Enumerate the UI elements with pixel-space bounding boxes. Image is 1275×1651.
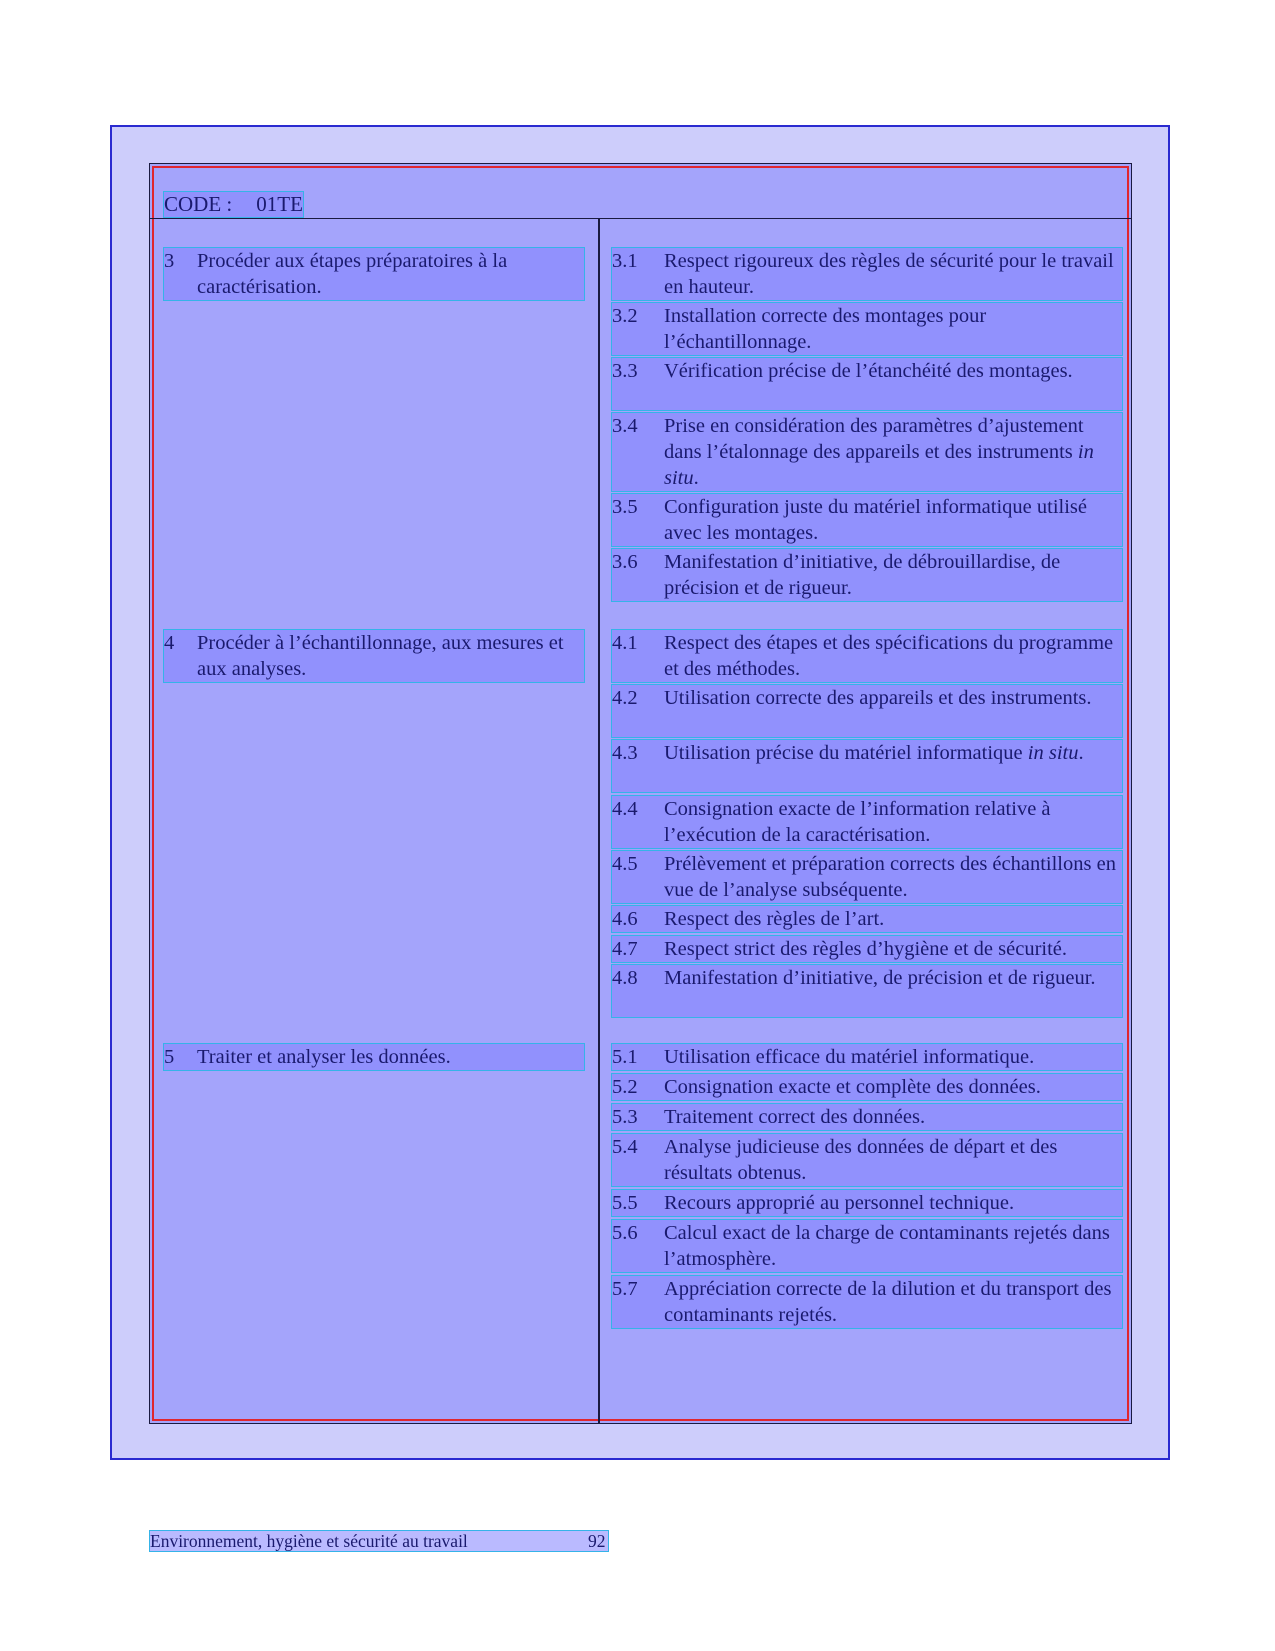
- criterion-number: 4.5: [612, 853, 638, 875]
- criterion-number: 3.3: [612, 360, 638, 382]
- column-divider: [598, 219, 600, 1423]
- criterion-number: 3.4: [612, 415, 638, 437]
- criterion-3-6: [612, 549, 1122, 601]
- element-number: 3: [164, 250, 175, 272]
- criterion-number: 5.5: [612, 1192, 638, 1214]
- criterion-number: 3.1: [612, 250, 638, 272]
- criterion-4-2: [612, 685, 1122, 737]
- criterion-3-1: [612, 248, 1122, 300]
- criterion-text: Consignation exacte de l’information relative à l’exécution de la caractérisation.: [664, 798, 1051, 846]
- criterion-number: 4.2: [612, 687, 638, 709]
- criterion-number: 4.8: [612, 967, 638, 989]
- criterion-number: 5.6: [612, 1222, 638, 1244]
- code-value: 01TE: [256, 192, 303, 216]
- criterion-number: 4.1: [612, 632, 638, 654]
- criterion-text: Respect strict des règles d’hygiène et de sécurité.: [664, 938, 1068, 960]
- criterion-text: Prélèvement et préparation corrects des échantillons en vue de l’analyse subséquente.: [664, 853, 1116, 901]
- criterion-5-1: [612, 1044, 1122, 1070]
- criterion-text: Installation correcte des montages pour l’échantillonnage.: [664, 305, 987, 353]
- criterion-tail: .: [1078, 742, 1084, 764]
- competency-table: [149, 163, 1132, 1424]
- criterion-number: 5.7: [612, 1278, 638, 1300]
- criterion-text: [664, 413, 1120, 491]
- element-4: [164, 630, 584, 682]
- criterion-text: Appréciation correcte de la dilution et du transport des contaminants rejetés.: [664, 1278, 1112, 1326]
- criterion-text: Manifestation d’initiative, de précision et de rigueur.: [664, 967, 1096, 989]
- criterion-text: Utilisation efficace du matériel informatique.: [664, 1046, 1035, 1068]
- criterion-text: Utilisation correcte des appareils et des instruments.: [664, 687, 1092, 709]
- criterion-3-2: [612, 303, 1122, 355]
- criterion-4-4: [612, 796, 1122, 848]
- criterion-text: Traitement correct des données.: [664, 1106, 926, 1128]
- criterion-number: 5.4: [612, 1136, 638, 1158]
- criterion-text: [664, 740, 1120, 766]
- criterion-text: Respect des règles de l’art.: [664, 908, 885, 930]
- criterion-italic: in situ: [664, 441, 1094, 489]
- criterion-3-4: [612, 413, 1122, 491]
- footer-title: Environnement, hygiène et sécurité au travail: [150, 1531, 468, 1551]
- code-label: [164, 192, 303, 217]
- criterion-4-8: [612, 965, 1122, 1017]
- criterion-text: Respect rigoureux des règles de sécurité pour le travail en hauteur.: [664, 250, 1114, 298]
- element-text: Procéder à l’échantillonnage, aux mesures et aux analyses.: [197, 632, 564, 680]
- criterion-4-3: [612, 740, 1122, 792]
- page-footer: [150, 1531, 608, 1551]
- criterion-3-5: [612, 494, 1122, 546]
- criterion-5-4: [612, 1134, 1122, 1186]
- criterion-text: Consignation exacte et complète des données.: [664, 1076, 1041, 1098]
- criterion-number: 5.2: [612, 1076, 638, 1098]
- element-number: 4: [164, 632, 175, 654]
- code-row: [150, 164, 1131, 219]
- criterion-3-3: [612, 358, 1122, 410]
- page-number: 92: [588, 1531, 606, 1551]
- criterion-text: Configuration juste du matériel informatique utilisé avec les montages.: [664, 496, 1088, 544]
- criterion-number: 3.5: [612, 496, 638, 518]
- criterion-number: 3.6: [612, 551, 638, 573]
- criterion-text: Calcul exact de la charge de contaminants rejetés dans l’atmosphère.: [664, 1222, 1110, 1270]
- criterion-number: 5.3: [612, 1106, 638, 1128]
- criterion-text-main: Prise en considération des paramètres d’ajustement dans l’étalonnage des appareils et des instruments: [664, 415, 1084, 463]
- criterion-text-main: Utilisation précise du matériel informatique: [664, 742, 1023, 764]
- code-label-text: CODE :: [164, 192, 233, 216]
- criterion-text: Respect des étapes et des spécifications du programme et des méthodes.: [664, 632, 1114, 680]
- criterion-text: Manifestation d’initiative, de débrouillardise, de précision et de rigueur.: [664, 551, 1061, 599]
- criterion-4-6: [612, 906, 1122, 932]
- criterion-5-7: [612, 1276, 1122, 1328]
- criterion-5-3: [612, 1104, 1122, 1130]
- criterion-4-7: [612, 936, 1122, 962]
- criterion-number: 4.3: [612, 742, 638, 764]
- criterion-number: 4.4: [612, 798, 638, 820]
- criterion-5-6: [612, 1220, 1122, 1272]
- criterion-text: Vérification précise de l’étanchéité des montages.: [664, 360, 1073, 382]
- criterion-5-5: [612, 1190, 1122, 1216]
- criterion-number: 4.7: [612, 938, 638, 960]
- criterion-number: 3.2: [612, 305, 638, 327]
- element-text: Procéder aux étapes préparatoires à la caractérisation.: [197, 250, 508, 298]
- element-text: Traiter et analyser les données.: [197, 1046, 451, 1068]
- criterion-text: Recours approprié au personnel technique.: [664, 1192, 1015, 1214]
- element-3: [164, 248, 584, 300]
- element-5: [164, 1044, 584, 1070]
- criterion-text: Analyse judicieuse des données de départ et des résultats obtenus.: [664, 1136, 1058, 1184]
- criterion-4-1: [612, 630, 1122, 682]
- element-number: 5: [164, 1046, 175, 1068]
- criterion-number: 5.1: [612, 1046, 638, 1068]
- criterion-5-2: [612, 1074, 1122, 1100]
- criterion-4-5: [612, 851, 1122, 903]
- criterion-tail: .: [693, 467, 699, 489]
- criterion-number: 4.6: [612, 908, 638, 930]
- criterion-italic: in situ: [1027, 742, 1079, 764]
